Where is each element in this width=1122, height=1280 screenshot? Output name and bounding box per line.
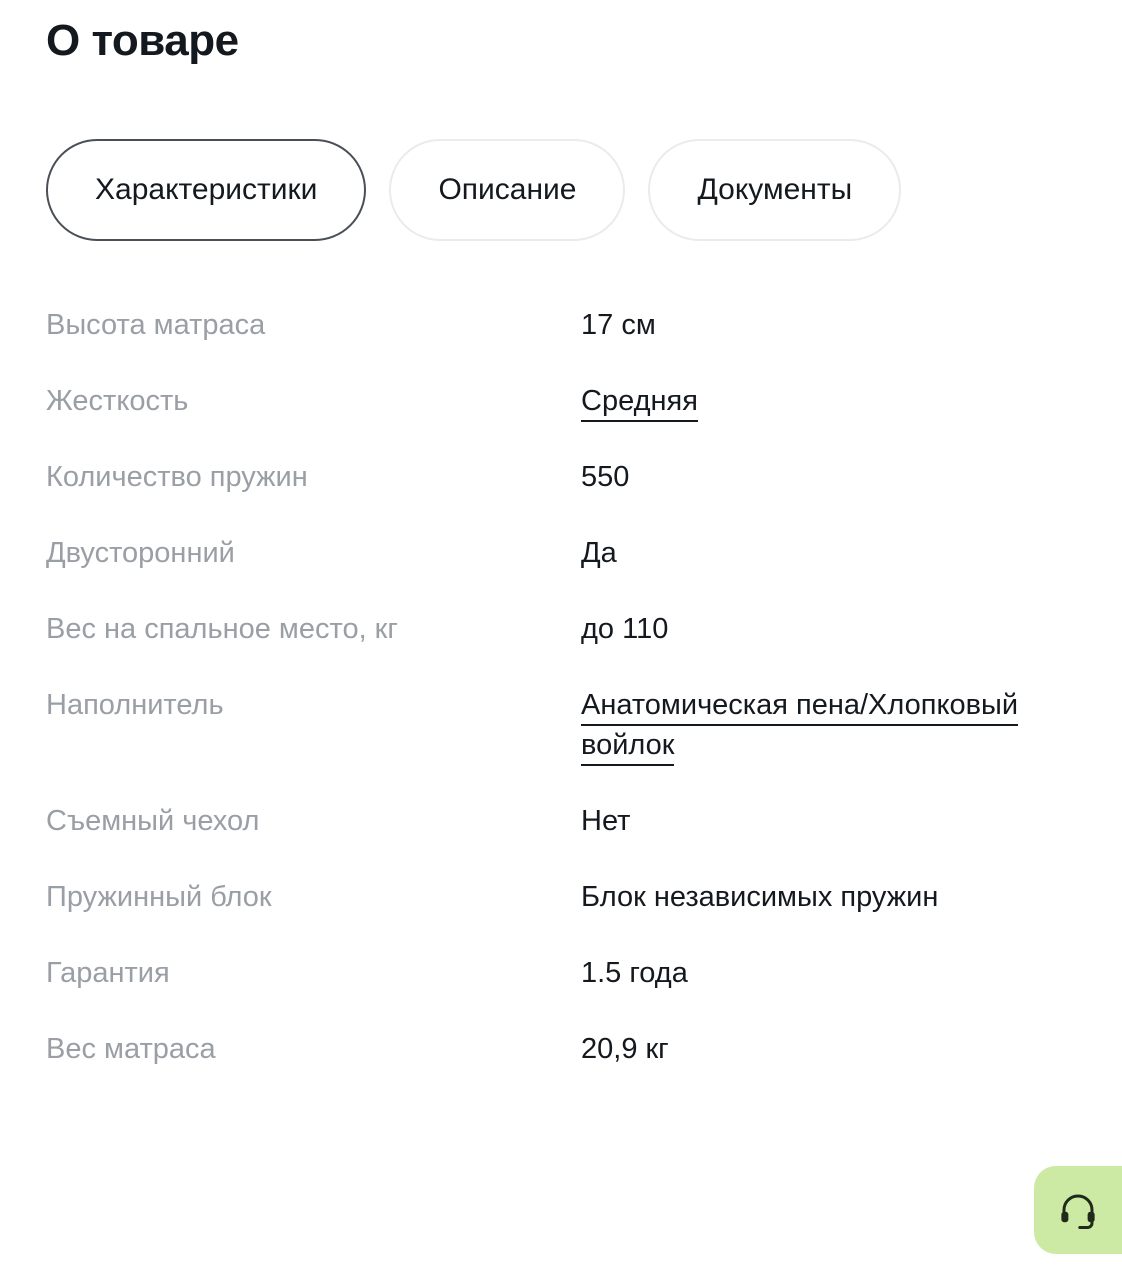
spec-value — [581, 533, 1076, 573]
spec-value — [581, 609, 1076, 649]
spec-name: Двусторонний — [46, 537, 235, 569]
table-row — [46, 305, 1076, 345]
spec-value — [581, 685, 1076, 765]
spec-value-text: Нет — [581, 805, 631, 837]
headset-icon — [1057, 1189, 1099, 1231]
table-row — [46, 1029, 1076, 1069]
spec-value-text: 17 см — [581, 309, 656, 341]
spec-value — [581, 801, 1076, 841]
tab-bar — [46, 139, 901, 241]
spec-value — [581, 877, 1076, 917]
specs-table — [46, 305, 1076, 1105]
spec-name: Пружинный блок — [46, 881, 272, 913]
spec-value — [581, 305, 1076, 345]
spec-name: Количество пружин — [46, 461, 308, 493]
spec-value — [581, 953, 1076, 993]
spec-name: Вес на спальное место, кг — [46, 613, 398, 645]
spec-name: Жесткость — [46, 385, 189, 417]
tab-characteristics-label: Характеристики — [95, 173, 318, 206]
table-row — [46, 533, 1076, 573]
table-row — [46, 381, 1076, 421]
spec-name: Вес матраса — [46, 1033, 216, 1065]
spec-value — [581, 457, 1076, 497]
spec-value-text: Блок независимых пружин — [581, 881, 939, 913]
table-row — [46, 877, 1076, 917]
spec-value — [581, 1029, 1076, 1069]
spec-value-link[interactable]: Анатомическая пена/Хлопковый войлок — [581, 689, 1018, 766]
spec-value-text: 1.5 года — [581, 957, 688, 989]
spec-value-text: 550 — [581, 461, 630, 493]
tab-documents[interactable] — [648, 139, 901, 241]
spec-value-text: до 110 — [581, 613, 669, 645]
spec-name: Съемный чехол — [46, 805, 260, 837]
tab-description[interactable] — [389, 139, 625, 241]
support-chat-button[interactable] — [1034, 1166, 1122, 1254]
spec-value-text: 20,9 кг — [581, 1033, 669, 1065]
spec-value — [581, 381, 1076, 421]
spec-name: Наполнитель — [46, 689, 224, 721]
spec-value-text: Да — [581, 537, 617, 569]
table-row — [46, 609, 1076, 649]
table-row — [46, 953, 1076, 993]
tab-description-label: Описание — [438, 173, 577, 206]
spec-value-link[interactable]: Средняя — [581, 385, 698, 422]
table-row — [46, 801, 1076, 841]
table-row — [46, 457, 1076, 497]
tab-characteristics[interactable] — [46, 139, 366, 241]
tab-documents-label: Документы — [697, 173, 853, 206]
spec-name: Гарантия — [46, 957, 170, 989]
spec-name: Высота матраса — [46, 309, 266, 341]
page-title: О товаре — [46, 16, 239, 65]
table-row — [46, 685, 1076, 765]
